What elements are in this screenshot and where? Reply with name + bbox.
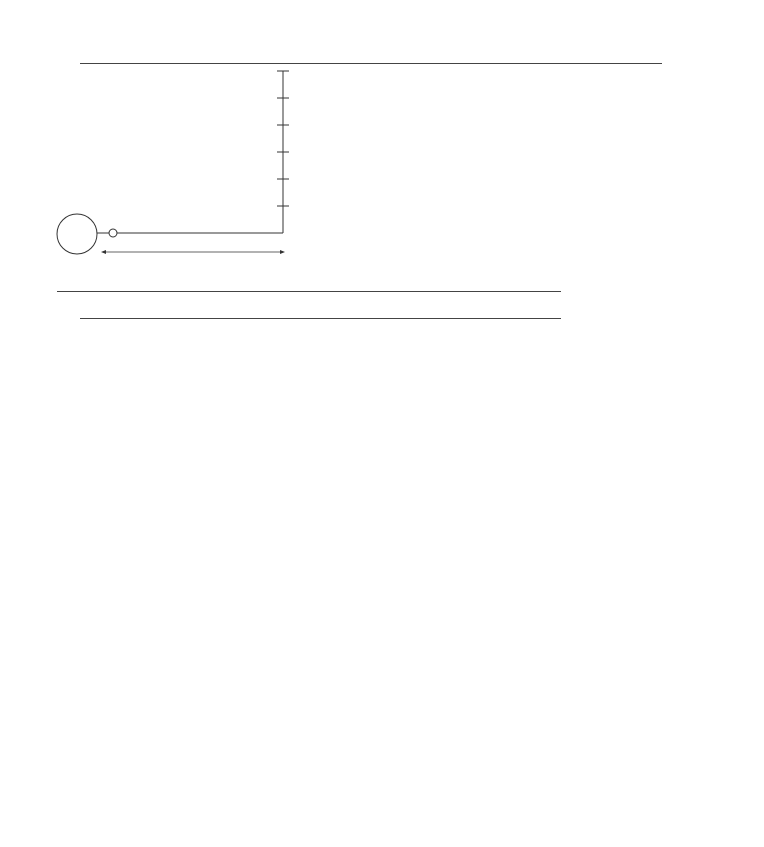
meter-icon [109,229,117,237]
service-diagram [0,0,764,270]
arrow-left-icon [101,250,106,254]
main-row-line [80,318,561,319]
arrow-right-icon [280,250,285,254]
street-main-icon [57,214,97,254]
bottom-header-underline [57,291,561,292]
